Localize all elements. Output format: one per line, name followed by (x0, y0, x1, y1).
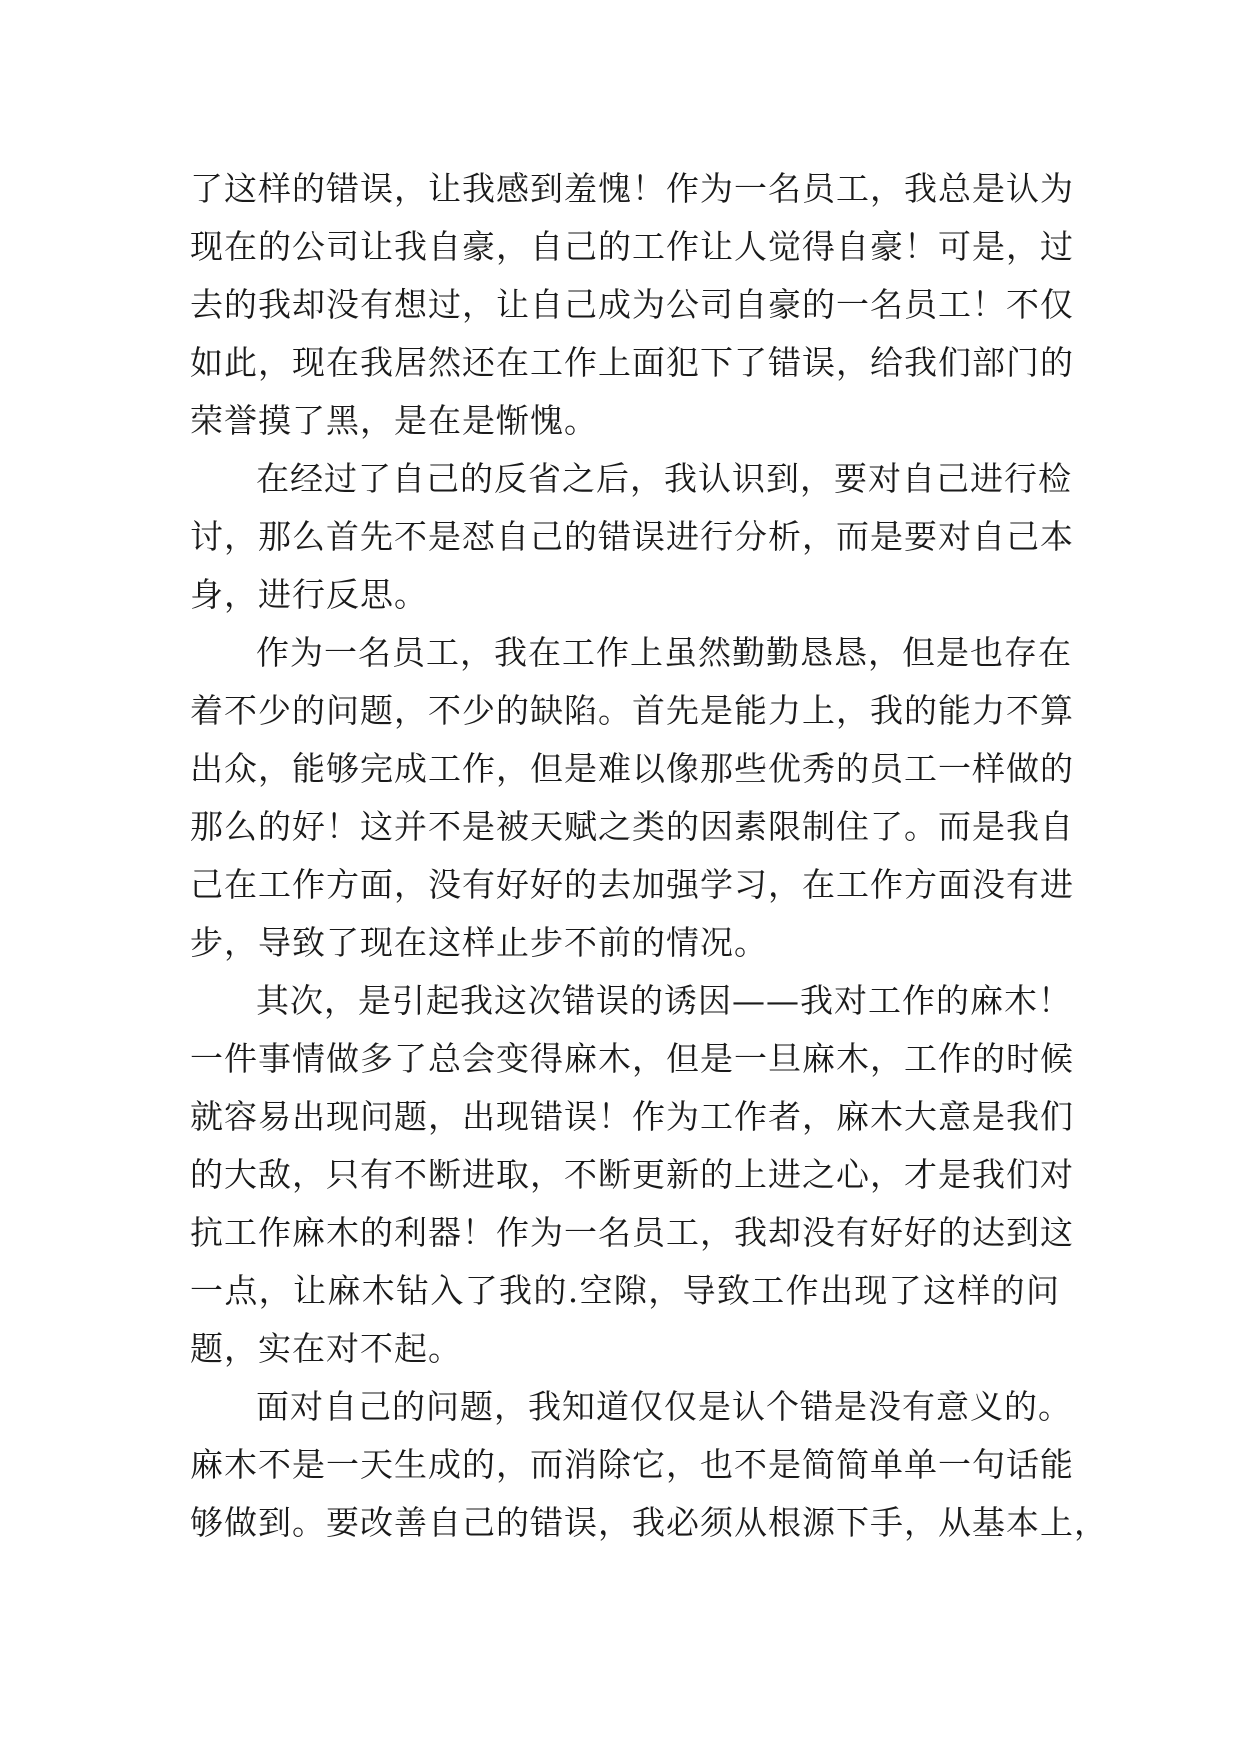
text-line: 抗工作麻木的利器！作为一名员工，我却没有好好的达到这 (190, 1213, 1074, 1252)
text-line: 够做到。要改善自己的错误，我必须从根源下手，从基本上， (190, 1503, 1108, 1542)
text-line: 题，实在对不起。 (190, 1329, 462, 1368)
text-line: 着不少的问题，不少的缺陷。首先是能力上，我的能力不算 (190, 691, 1074, 730)
text-line: 一件事情做多了总会变得麻木，但是一旦麻木，工作的时候 (190, 1039, 1074, 1078)
text-line: 现在的公司让我自豪，自己的工作让人觉得自豪！可是，过 (190, 227, 1074, 266)
text-line: 那么的好！这并不是被天赋之类的因素限制住了。而是我自 (190, 807, 1074, 846)
text-line: 步，导致了现在这样止步不前的情况。 (190, 923, 768, 962)
paragraph-2 (190, 450, 1074, 624)
text-line: 麻木不是一天生成的，而消除它，也不是简简单单一句话能 (190, 1445, 1074, 1484)
text-line: 一点，让麻木钻入了我的.空隙，导致工作出现了这样的问 (190, 1271, 1060, 1310)
text-line: 面对自己的问题，我知道仅仅是认个错是没有意义的。 (256, 1387, 1072, 1426)
paragraph-3 (190, 624, 1074, 972)
text-line: 其次，是引起我这次错误的诱因——我对工作的麻木！ (256, 981, 1072, 1020)
text-line: 身，进行反思。 (190, 575, 428, 614)
paragraph-4 (190, 972, 1074, 1378)
paragraph-5 (190, 1378, 1108, 1552)
document-body (190, 160, 1108, 1552)
paragraph-1 (190, 160, 1074, 450)
text-line: 出众，能够完成工作，但是难以像那些优秀的员工一样做的 (190, 749, 1074, 788)
text-line: 的大敌，只有不断进取，不断更新的上进之心，才是我们对 (190, 1155, 1074, 1194)
text-line: 己在工作方面，没有好好的去加强学习，在工作方面没有进 (190, 865, 1074, 904)
text-line: 就容易出现问题，出现错误！作为工作者，麻木大意是我们 (190, 1097, 1074, 1136)
text-line: 在经过了自己的反省之后，我认识到，要对自己进行检 (256, 459, 1072, 498)
text-line: 荣誉摸了黑，是在是惭愧。 (190, 401, 598, 440)
text-line: 去的我却没有想过，让自己成为公司自豪的一名员工！不仅 (190, 285, 1074, 324)
text-line: 如此，现在我居然还在工作上面犯下了错误，给我们部门的 (190, 343, 1074, 382)
text-line: 讨，那么首先不是怼自己的错误进行分析，而是要对自己本 (190, 517, 1074, 556)
text-line: 作为一名员工，我在工作上虽然勤勤恳恳，但是也存在 (256, 633, 1072, 672)
text-line: 了这样的错误，让我感到羞愧！作为一名员工，我总是认为 (190, 169, 1074, 208)
